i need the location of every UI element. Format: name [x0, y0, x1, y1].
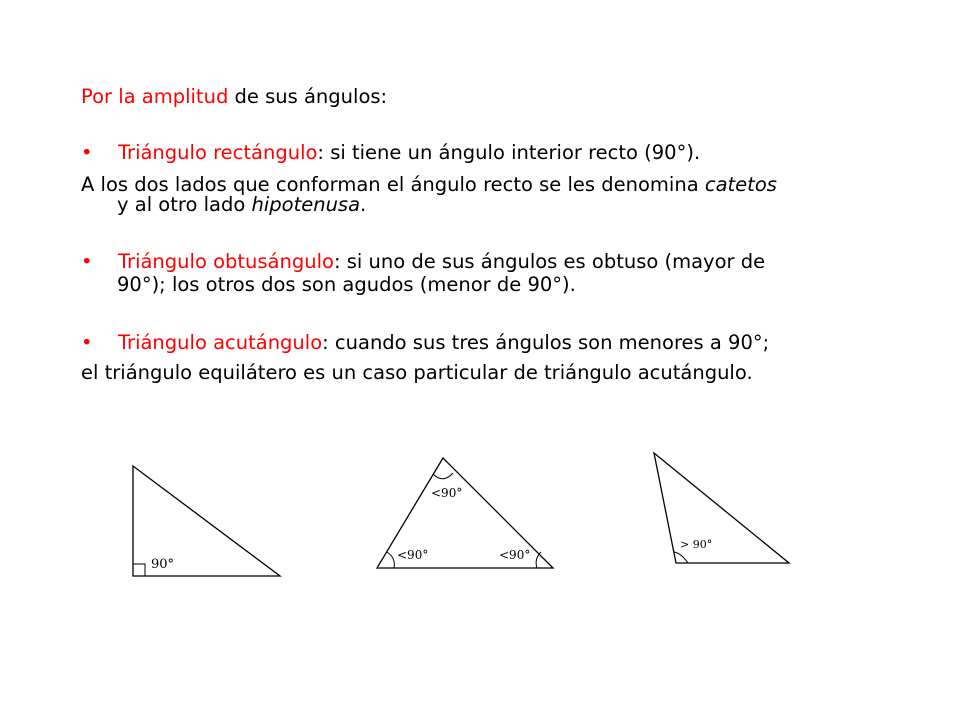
right-triangle-figure [133, 466, 280, 576]
definition-obtuse-triangle: : si uno de sus ángulos es obtuso (mayor de [333, 250, 766, 273]
acute-triangle-figure [377, 458, 553, 568]
heading-emphasis: Por la amplitud [81, 85, 229, 108]
top-angle-label: <90° [431, 486, 463, 500]
left-angle-label: <90° [397, 548, 429, 562]
left-angle-arc [387, 552, 394, 568]
hipotenusa-term: hipotenusa [251, 193, 361, 216]
hipotenusa-period: . [360, 193, 367, 216]
top-angle-arc [433, 473, 453, 479]
term-obtuse-triangle: Triángulo obtusángulo [118, 250, 334, 273]
paragraph-equilateral: el triángulo equilátero es un caso particular de triángulo acutángulo. [81, 361, 753, 384]
right-angle-label-acute: <90° [499, 548, 531, 562]
catetos-text: A los dos lados que conforman el ángulo recto se les denomina [81, 173, 705, 196]
definition-obtuse-continued: 90°); los otros dos son agudos (menor de 90°). [117, 273, 576, 296]
right-angle-label: 90° [151, 557, 175, 572]
bullet-icon: • [81, 141, 93, 164]
obtuse-triangle-figure [654, 453, 789, 563]
definition-right-triangle: : si tiene un ángulo interior recto (90°). [317, 141, 701, 164]
bullet-icon: • [81, 250, 93, 273]
heading-rest: de sus ángulos: [228, 85, 388, 108]
bullet-icon: • [81, 331, 93, 354]
hipotenusa-text: y al otro lado [117, 193, 252, 216]
catetos-term: catetos [704, 173, 777, 196]
obtuse-angle-label: > 90° [680, 538, 713, 551]
term-right-triangle: Triángulo rectángulo [118, 141, 318, 164]
right-angle-marker [133, 564, 145, 576]
term-acute-triangle: Triángulo acutángulo [118, 331, 323, 354]
definition-acute-triangle: : cuando sus tres ángulos son menores a 90°; [322, 331, 770, 354]
